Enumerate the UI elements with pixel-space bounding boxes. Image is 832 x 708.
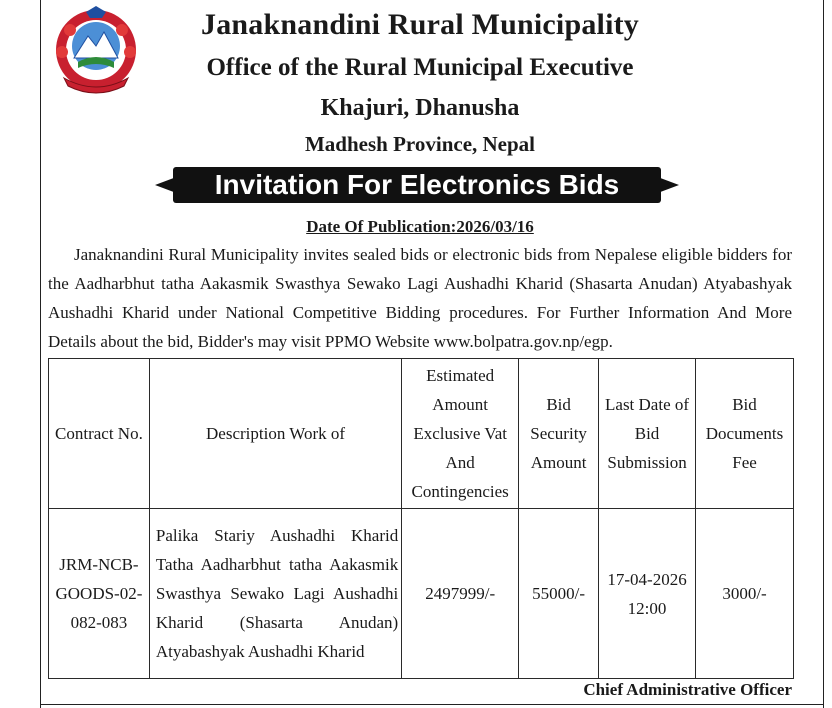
signature-title: Chief Administrative Officer: [583, 680, 792, 699]
header-bid-security: Bid Security Amount: [519, 359, 599, 509]
table-row: [49, 509, 794, 679]
notice-title: Invitation For Electronics Bids: [214, 169, 620, 200]
cell-bid-security: 55000/-: [519, 509, 599, 679]
header-contract-no: Contract No.: [49, 359, 150, 509]
province-line: Madhesh Province, Nepal: [304, 132, 536, 156]
cell-contract-no: JRM-NCB-GOODS-02-082-083: [49, 509, 150, 679]
bid-table: [48, 358, 794, 679]
office-name: Office of the Rural Municipal Executive: [206, 54, 634, 81]
cell-doc-fee: 3000/-: [696, 509, 794, 679]
header-estimated-amount: Estimated Amount Exclusive Vat And Contingencies: [402, 359, 519, 509]
publication-date: Date Of Publication:2026/03/16: [306, 217, 534, 236]
header-last-date: Last Date of Bid Submission: [599, 359, 696, 509]
nepal-government-emblem-icon: [48, 6, 144, 94]
cell-description: Palika Stariy Aushadhi Kharid Tatha Aadharbhut tatha Aakasmik Swasthya Sewako Lagi Aushadhi Kharid (Shasarta Anudan) Atyabashyak Aushadhi Kharid: [149, 509, 401, 679]
office-location: Khajuri, Dhanusha: [320, 95, 520, 121]
cell-estimated-amount: 2497999/-: [402, 509, 519, 679]
municipality-name: Janaknandini Rural Municipality: [201, 8, 639, 41]
header-doc-fee: Bid Documents Fee: [696, 359, 794, 509]
table-header-row: [49, 359, 794, 509]
notice-body: Janaknandini Rural Municipality invites sealed bids or electronic bids from Nepalese eligible bidders for the Aadharbhut tatha Aakasmik Swasthya Sewako Lagi Aushadhi Kharid (Shasarta Anudan) Atyabashyak Aushadhi Kharid under National Competitive Bidding procedures. For Further Information And More Details about the bid, Bidder's may visit PPMO Website www.bolpatra.gov.np/egp.: [48, 245, 792, 351]
bottom-border: [40, 704, 824, 705]
cell-last-date: 17-04-2026 12:00: [599, 509, 696, 679]
header-description: Description Work of: [149, 359, 401, 509]
